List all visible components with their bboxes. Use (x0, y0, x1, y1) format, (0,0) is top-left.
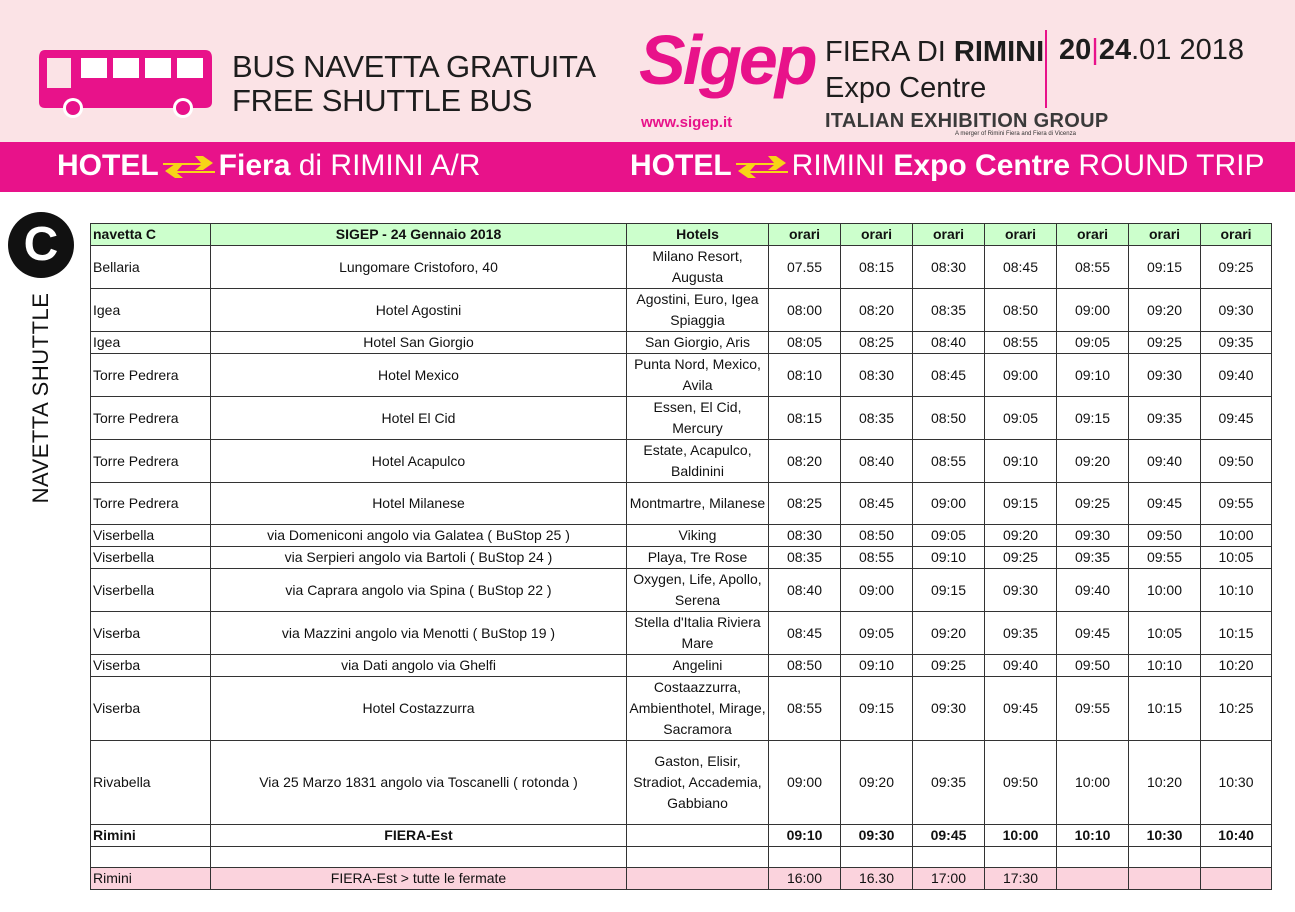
cell-hotels: Oxygen, Life, Apollo, Serena (627, 569, 769, 612)
cell-stop: Hotel Milanese (211, 483, 627, 525)
cell-hotels: Costaazzurra, Ambienthotel, Mirage, Sacramora (627, 677, 769, 741)
cell-locality: Torre Pedrera (91, 440, 211, 483)
table-row (91, 354, 1272, 397)
header-area (0, 0, 1295, 142)
cell-time: 08:35 (769, 547, 841, 569)
cell-time: 10:20 (1129, 741, 1201, 825)
cell-time: 08:55 (841, 547, 913, 569)
cell-time (1201, 847, 1272, 868)
cell-stop (211, 847, 627, 868)
cell-locality: Viserbella (91, 569, 211, 612)
cell-time: orari (913, 224, 985, 246)
cell-hotels: Stella d'Italia Riviera Mare (627, 612, 769, 655)
cell-locality: Viserba (91, 677, 211, 741)
cell-time: 09:15 (985, 483, 1057, 525)
cell-locality: Igea (91, 332, 211, 354)
cell-locality: Viserbella (91, 525, 211, 547)
cell-hotels (627, 868, 769, 890)
cell-time: 10:10 (1201, 569, 1272, 612)
route-title-it (57, 149, 480, 183)
cell-time: 09:00 (1057, 289, 1129, 332)
cell-hotels: Angelini (627, 655, 769, 677)
cell-time: 08:10 (769, 354, 841, 397)
cell-stop: FIERA-Est > tutte le fermate (211, 868, 627, 890)
table-row (91, 397, 1272, 440)
cell-time: 09:55 (1057, 677, 1129, 741)
sigep-logo: Sigep (639, 21, 815, 99)
bus-icon (37, 46, 213, 120)
cell-time: 09:05 (1057, 332, 1129, 354)
cell-time (1129, 847, 1201, 868)
cell-hotels: Milano Resort, Augusta (627, 246, 769, 289)
cell-time: 09:30 (1057, 525, 1129, 547)
venue-name (825, 34, 1044, 106)
cell-time: 09:00 (769, 741, 841, 825)
cell-time: 09:35 (1057, 547, 1129, 569)
cell-time: 17:30 (985, 868, 1057, 890)
route-venue-en: Expo Centre (893, 149, 1071, 182)
cell-stop: Via 25 Marzo 1831 angolo via Toscanelli ( rotonda ) (211, 741, 627, 825)
cell-time: 09:40 (1201, 354, 1272, 397)
cell-time: 08:30 (913, 246, 985, 289)
cell-time: orari (985, 224, 1057, 246)
cell-time: 08:25 (769, 483, 841, 525)
cell-time: 09:30 (1201, 289, 1272, 332)
timetable (90, 223, 1272, 890)
cell-time: 09:30 (913, 677, 985, 741)
cell-time: 10:00 (1057, 741, 1129, 825)
table-row (91, 569, 1272, 612)
cell-stop: Hotel Agostini (211, 289, 627, 332)
cell-time: 10:30 (1201, 741, 1272, 825)
shuttle-title-it: BUS NAVETTA GRATUITA (232, 49, 596, 84)
shuttle-title (232, 50, 596, 118)
cell-time: 09:35 (985, 612, 1057, 655)
cell-time: 10:00 (1201, 525, 1272, 547)
date-start: 20 (1059, 34, 1092, 66)
line-c-badge (8, 212, 74, 278)
cell-time: 09:55 (1129, 547, 1201, 569)
cell-time: 08:55 (1057, 246, 1129, 289)
table-row (91, 246, 1272, 289)
cell-time: 08:55 (769, 677, 841, 741)
cell-time: 09:25 (1129, 332, 1201, 354)
cell-time (769, 847, 841, 868)
cell-locality: Rivabella (91, 741, 211, 825)
cell-stop: Hotel Mexico (211, 354, 627, 397)
cell-hotels: Essen, El Cid, Mercury (627, 397, 769, 440)
cell-time: 09:50 (1057, 655, 1129, 677)
cell-time (1201, 868, 1272, 890)
cell-time: 08:35 (913, 289, 985, 332)
date-separator: | (1091, 34, 1099, 66)
cell-stop: via Caprara angolo via Spina ( BuStop 22 ) (211, 569, 627, 612)
cell-time: 09:30 (841, 825, 913, 847)
cell-time: orari (1129, 224, 1201, 246)
navetta-shuttle-label: NAVETTA SHUTTLE (28, 292, 53, 504)
cell-time: 10:25 (1201, 677, 1272, 741)
cell-time: 09:30 (985, 569, 1057, 612)
table-row (91, 612, 1272, 655)
cell-locality: Torre Pedrera (91, 354, 211, 397)
cell-locality: Torre Pedrera (91, 483, 211, 525)
cell-time: 09:05 (841, 612, 913, 655)
route-hotel-label-en: HOTEL (630, 149, 732, 182)
cell-time: 08:55 (985, 332, 1057, 354)
cell-locality: navetta C (91, 224, 211, 246)
cell-time: 08:15 (841, 246, 913, 289)
cell-time: orari (841, 224, 913, 246)
cell-stop: Hotel Acapulco (211, 440, 627, 483)
cell-time: orari (1057, 224, 1129, 246)
cell-time: 09:05 (985, 397, 1057, 440)
cell-time: 09:25 (1057, 483, 1129, 525)
table-header-row (91, 224, 1272, 246)
cell-time: 08:40 (841, 440, 913, 483)
cell-time: 09:10 (841, 655, 913, 677)
cell-hotels: Playa, Tre Rose (627, 547, 769, 569)
table-row (91, 525, 1272, 547)
cell-locality: Bellaria (91, 246, 211, 289)
cell-locality: Rimini (91, 868, 211, 890)
website-link[interactable]: www.sigep.it (641, 114, 733, 131)
cell-time: 08:25 (841, 332, 913, 354)
cell-time: 10:40 (1201, 825, 1272, 847)
cell-time: 09:50 (985, 741, 1057, 825)
round-trip-arrows-icon (161, 152, 217, 182)
cell-time (985, 847, 1057, 868)
cell-time: 09:40 (1129, 440, 1201, 483)
cell-time: 10:10 (1129, 655, 1201, 677)
cell-time: 09:20 (841, 741, 913, 825)
cell-time: 10:05 (1201, 547, 1272, 569)
cell-time: 10:15 (1129, 677, 1201, 741)
table-row (91, 483, 1272, 525)
table-row (91, 332, 1272, 354)
cell-time: 08:30 (841, 354, 913, 397)
cell-time: 09:50 (1129, 525, 1201, 547)
table-row (91, 440, 1272, 483)
cell-time: 09:20 (1057, 440, 1129, 483)
cell-time: 08:15 (769, 397, 841, 440)
cell-stop: FIERA-Est (211, 825, 627, 847)
cell-time: 09:45 (913, 825, 985, 847)
cell-stop: Hotel Costazzurra (211, 677, 627, 741)
cell-hotels: Punta Nord, Mexico, Avila (627, 354, 769, 397)
cell-time (1129, 868, 1201, 890)
cell-time: 09:35 (1129, 397, 1201, 440)
cell-time: 17:00 (913, 868, 985, 890)
cell-time: 08:45 (985, 246, 1057, 289)
cell-hotels: San Giorgio, Aris (627, 332, 769, 354)
cell-stop: via Dati angolo via Ghelfi (211, 655, 627, 677)
cell-time: 08:00 (769, 289, 841, 332)
cell-time: 10:00 (985, 825, 1057, 847)
cell-hotels (627, 825, 769, 847)
cell-stop: via Serpieri angolo via Bartoli ( BuStop 24 ) (211, 547, 627, 569)
route-trip-en: ROUND TRIP (1070, 149, 1265, 182)
group-name: ITALIAN EXHIBITION GROUP (825, 110, 1109, 132)
cell-time (1057, 868, 1129, 890)
cell-time: 09:10 (985, 440, 1057, 483)
line-letter: C (23, 218, 59, 271)
cell-stop: Hotel El Cid (211, 397, 627, 440)
cell-time: 09:35 (913, 741, 985, 825)
cell-time: 16:00 (769, 868, 841, 890)
cell-stop: SIGEP - 24 Gennaio 2018 (211, 224, 627, 246)
cell-time: 08:40 (913, 332, 985, 354)
cell-hotels: Viking (627, 525, 769, 547)
table-row (91, 847, 1272, 868)
cell-time: 09:00 (913, 483, 985, 525)
cell-time (841, 847, 913, 868)
cell-stop: via Domeniconi angolo via Galatea ( BuStop 25 ) (211, 525, 627, 547)
cell-time: 08:20 (841, 289, 913, 332)
shuttle-title-en: FREE SHUTTLE BUS (232, 83, 533, 118)
route-destination: di RIMINI A/R (290, 149, 481, 182)
date-month-year: .01 2018 (1131, 34, 1244, 66)
cell-time: 08:50 (985, 289, 1057, 332)
cell-time: 09:10 (769, 825, 841, 847)
cell-time: 09:20 (913, 612, 985, 655)
cell-time: 09:40 (985, 655, 1057, 677)
cell-stop: Hotel San Giorgio (211, 332, 627, 354)
cell-time: 09:10 (913, 547, 985, 569)
cell-time: 09:25 (985, 547, 1057, 569)
cell-time: 09:00 (985, 354, 1057, 397)
cell-time: 09:15 (841, 677, 913, 741)
cell-time: orari (769, 224, 841, 246)
cell-time: 09:00 (841, 569, 913, 612)
cell-time: 09:25 (1201, 246, 1272, 289)
table-row (91, 547, 1272, 569)
cell-locality: Viserba (91, 612, 211, 655)
cell-locality: Igea (91, 289, 211, 332)
cell-time: 16.30 (841, 868, 913, 890)
cell-time: 09:15 (913, 569, 985, 612)
cell-locality (91, 847, 211, 868)
cell-time: 08:35 (841, 397, 913, 440)
cell-time: 07.55 (769, 246, 841, 289)
cell-time: 09:25 (913, 655, 985, 677)
cell-hotels: Agostini, Euro, Igea Spiaggia (627, 289, 769, 332)
cell-time: 09:05 (913, 525, 985, 547)
cell-time: 09:40 (1057, 569, 1129, 612)
cell-time: 09:50 (1201, 440, 1272, 483)
cell-time: 09:45 (1057, 612, 1129, 655)
header-divider (1045, 30, 1047, 108)
table-row (91, 677, 1272, 741)
cell-time: 08:45 (841, 483, 913, 525)
cell-time: 08:30 (769, 525, 841, 547)
cell-time: 10:05 (1129, 612, 1201, 655)
cell-time: orari (1201, 224, 1272, 246)
cell-time (1057, 847, 1129, 868)
round-trip-arrows-icon (734, 152, 790, 182)
date-end: 24 (1098, 34, 1132, 66)
cell-stop: Lungomare Cristoforo, 40 (211, 246, 627, 289)
table-row (91, 741, 1272, 825)
cell-time: 09:20 (1129, 289, 1201, 332)
cell-time (913, 847, 985, 868)
cell-time: 08:55 (913, 440, 985, 483)
table-row (91, 289, 1272, 332)
cell-time: 09:15 (1057, 397, 1129, 440)
cell-time: 09:20 (985, 525, 1057, 547)
route-fiera-label: Fiera (218, 149, 291, 182)
table-row (91, 655, 1272, 677)
cell-hotels: Montmartre, Milanese (627, 483, 769, 525)
route-hotel-label: HOTEL (57, 149, 159, 182)
cell-time: 09:45 (1201, 397, 1272, 440)
cell-time: 09:15 (1129, 246, 1201, 289)
cell-time: 09:55 (1201, 483, 1272, 525)
cell-locality: Viserbella (91, 547, 211, 569)
venue-prefix: FIERA DI (825, 36, 954, 68)
cell-time: 10:10 (1057, 825, 1129, 847)
cell-time: 08:40 (769, 569, 841, 612)
cell-time: 08:20 (769, 440, 841, 483)
cell-locality: Viserba (91, 655, 211, 677)
cell-locality: Rimini (91, 825, 211, 847)
cell-locality: Torre Pedrera (91, 397, 211, 440)
cell-time: 08:50 (913, 397, 985, 440)
cell-time: 09:10 (1057, 354, 1129, 397)
cell-hotels: Hotels (627, 224, 769, 246)
route-banner (0, 142, 1295, 192)
cell-time: 09:45 (1129, 483, 1201, 525)
group-subtitle: A merger of Rimini Fiera and Fiera di Vicenza (955, 131, 1076, 137)
cell-time: 08:45 (769, 612, 841, 655)
venue-city: RIMINI (953, 36, 1045, 68)
cell-hotels: Estate, Acapulco, Baldinini (627, 440, 769, 483)
cell-time: 10:15 (1201, 612, 1272, 655)
venue-subtitle: Expo Centre (825, 72, 987, 104)
cell-time: 08:45 (913, 354, 985, 397)
cell-hotels (627, 847, 769, 868)
cell-time: 09:35 (1201, 332, 1272, 354)
cell-time: 08:05 (769, 332, 841, 354)
route-city-en: RIMINI (791, 149, 894, 182)
cell-time: 09:30 (1129, 354, 1201, 397)
cell-stop: via Mazzini angolo via Menotti ( BuStop 19 ) (211, 612, 627, 655)
cell-time: 08:50 (769, 655, 841, 677)
table-row (91, 825, 1272, 847)
cell-time: 08:50 (841, 525, 913, 547)
event-dates (1059, 34, 1244, 67)
cell-time: 10:30 (1129, 825, 1201, 847)
cell-hotels: Gaston, Elisir, Stradiot, Accademia, Gabbiano (627, 741, 769, 825)
return-row (91, 868, 1272, 890)
cell-time: 09:45 (985, 677, 1057, 741)
route-title-en (630, 149, 1265, 183)
cell-time: 10:00 (1129, 569, 1201, 612)
cell-time: 10:20 (1201, 655, 1272, 677)
